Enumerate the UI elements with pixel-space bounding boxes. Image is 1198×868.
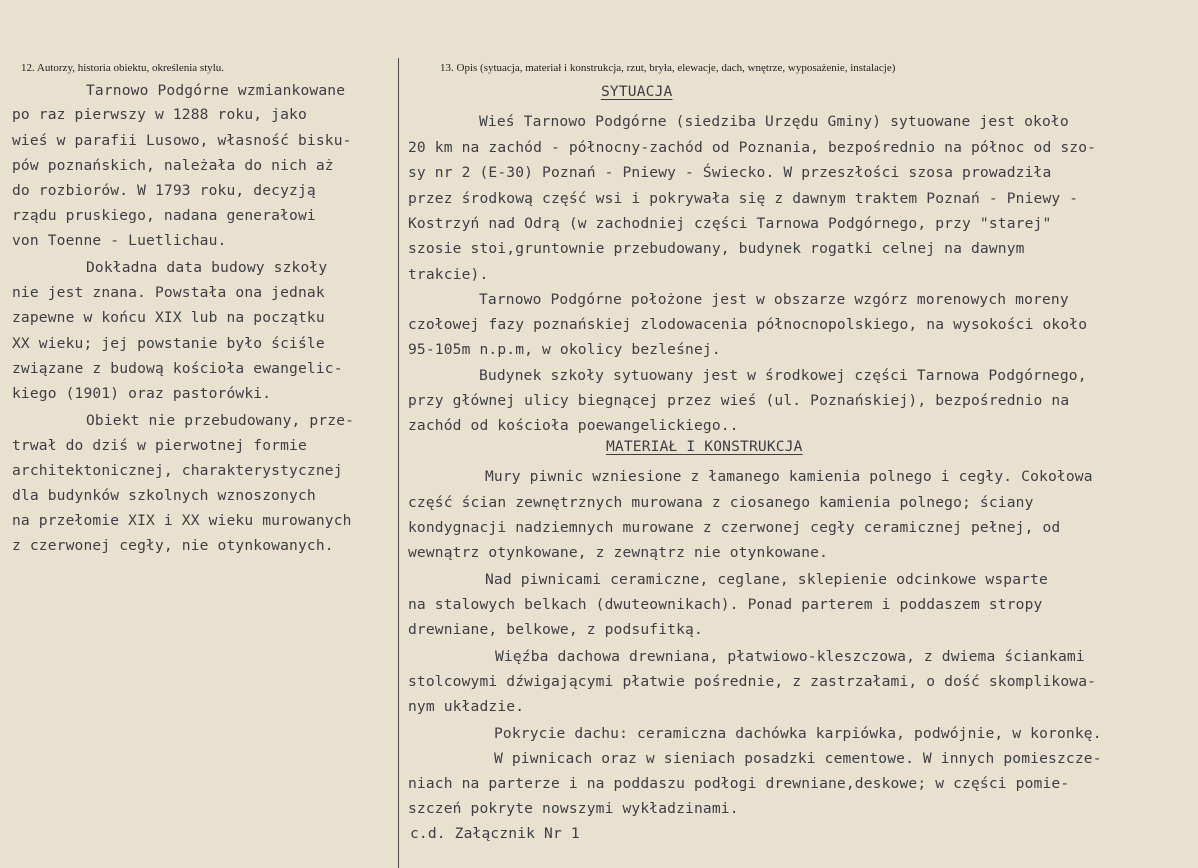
left-text-line: Tarnowo Podgórne wzmiankowane	[86, 82, 346, 99]
left-text-line: architektonicznej, charakterystycznej	[12, 462, 343, 479]
column-divider	[398, 58, 399, 868]
left-text-line: nie jest znana. Powstała ona jednak	[12, 284, 325, 301]
left-text-line: trwał do dziś w pierwotnej formie	[12, 437, 307, 454]
right-text-line: niach na parterze i na poddaszu podłogi drewniane,deskowe; w części pomie-	[408, 775, 1070, 792]
left-text-line: do rozbiorów. W 1793 roku, decyzją	[12, 182, 316, 199]
right-text-line: Mury piwnic wzniesione z łamanego kamienia polnego i cegły. Cokołowa	[485, 468, 1093, 485]
right-text-line: W piwnicach oraz w sieniach posadzki cementowe. W innych pomieszcze-	[494, 750, 1102, 767]
right-text-line: Tarnowo Podgórne położone jest w obszarze wzgórz morenowych moreny	[479, 291, 1069, 308]
right-text-line: wewnątrz otynkowane, z zewnątrz nie otynkowane.	[408, 544, 829, 561]
right-text-line: stolcowymi dźwigającymi płatwie pośrednie, z zastrzałami, o dość skomplikowa-	[408, 673, 1097, 690]
right-text-line: szczeń pokryte nowszymi wykładzinami.	[408, 800, 739, 817]
left-text-line: zapewne w końcu XIX lub na początku	[12, 309, 325, 326]
right-text-line: c.d. Załącznik Nr 1	[410, 825, 580, 842]
right-text-line: nym układzie.	[408, 698, 525, 715]
left-text-line: von Toenne - Luetlichau.	[12, 232, 227, 249]
right-text-line: część ścian zewnętrznych murowana z ciosanego kamienia polnego; ściany	[408, 494, 1034, 511]
left-text-line: po raz pierwszy w 1288 roku, jako	[12, 106, 307, 123]
right-text-line: czołowej fazy poznańskiej zlodowacenia północnopolskiego, na wysokości około	[408, 316, 1088, 333]
left-text-line: wieś w parafii Lusowo, własność bisku-	[12, 132, 352, 149]
right-text-line: przez środkową część wsi i pokrywała się z dawnym traktem Poznań - Pniewy -	[408, 190, 1079, 207]
right-text-line: 20 km na zachód - północny-zachód od Poznania, bezpośrednio na północ od szo-	[408, 139, 1097, 156]
right-text-line: Więźba dachowa drewniana, płatwiowo-kleszczowa, z dwiema ściankami	[495, 648, 1085, 665]
right-text-line: drewniane, belkowe, z podsufitką.	[408, 621, 703, 638]
left-text-line: XX wieku; jej powstanie było ściśle	[12, 335, 325, 352]
right-text-line: przy głównej ulicy biegnącej przez wieś (ul. Poznańskiej), bezpośrednio na	[408, 392, 1070, 409]
right-text-line: trakcie).	[408, 266, 489, 283]
left-text-line: dla budynków szkolnych wznoszonych	[12, 487, 316, 504]
right-text-line: szosie stoi,gruntownie przebudowany, budynek rogatki celnej na dawnym	[408, 240, 1025, 257]
right-text-line: Wieś Tarnowo Podgórne (siedziba Urzędu Gminy) sytuowane jest około	[479, 113, 1069, 130]
left-text-line: na przełomie XIX i XX wieku murowanych	[12, 512, 352, 529]
right-text-line: Nad piwnicami ceramiczne, ceglane, sklepienie odcinkowe wsparte	[485, 571, 1048, 588]
right-text-line: sy nr 2 (E-30) Poznań - Pniewy - Świecko. W przeszłości szosa prowadziła	[408, 164, 1052, 181]
left-column-header: 12. Autorzy, historia obiektu, określenia stylu.	[21, 62, 225, 74]
left-text-line: rządu pruskiego, nadana generałowi	[12, 207, 316, 224]
left-text-line: z czerwonej cegły, nie otynkowanych.	[12, 537, 334, 554]
left-text-line: związane z budową kościoła ewangelic-	[12, 360, 343, 377]
left-text-line: Dokładna data budowy szkoły	[86, 259, 328, 276]
right-text-line: 95-105m n.p.m, w okolicy bezleśnej.	[408, 341, 721, 358]
right-text-line: Pokrycie dachu: ceramiczna dachówka karpiówka, podwójnie, w koronkę.	[494, 725, 1102, 742]
right-text-line: kondygnacji nadziemnych murowane z czerwonej cegły ceramicznej pełnej, od	[408, 519, 1061, 536]
right-section-heading: SYTUACJA	[601, 83, 673, 100]
right-text-line: Kostrzyń nad Odrą (w zachodniej części Tarnowa Podgórnego, przy "starej"	[408, 215, 1052, 232]
right-column-header: 13. Opis (sytuacja, materiał i konstrukcja, rzut, bryła, elewacje, dach, wnętrze, wyposażenie, instalacje)	[440, 62, 896, 74]
left-text-line: pów poznańskich, należała do nich aż	[12, 157, 334, 174]
right-section-heading: MATERIAŁ I KONSTRUKCJA	[606, 438, 803, 455]
left-text-line: Obiekt nie przebudowany, prze-	[86, 412, 355, 429]
left-text-line: kiego (1901) oraz pastorówki.	[12, 385, 272, 402]
right-text-line: Budynek szkoły sytuowany jest w środkowej części Tarnowa Podgórnego,	[479, 367, 1087, 384]
right-text-line: na stalowych belkach (dwuteownikach). Ponad parterem i poddaszem stropy	[408, 596, 1043, 613]
right-text-line: zachód od kościoła poewangelickiego..	[408, 417, 739, 434]
